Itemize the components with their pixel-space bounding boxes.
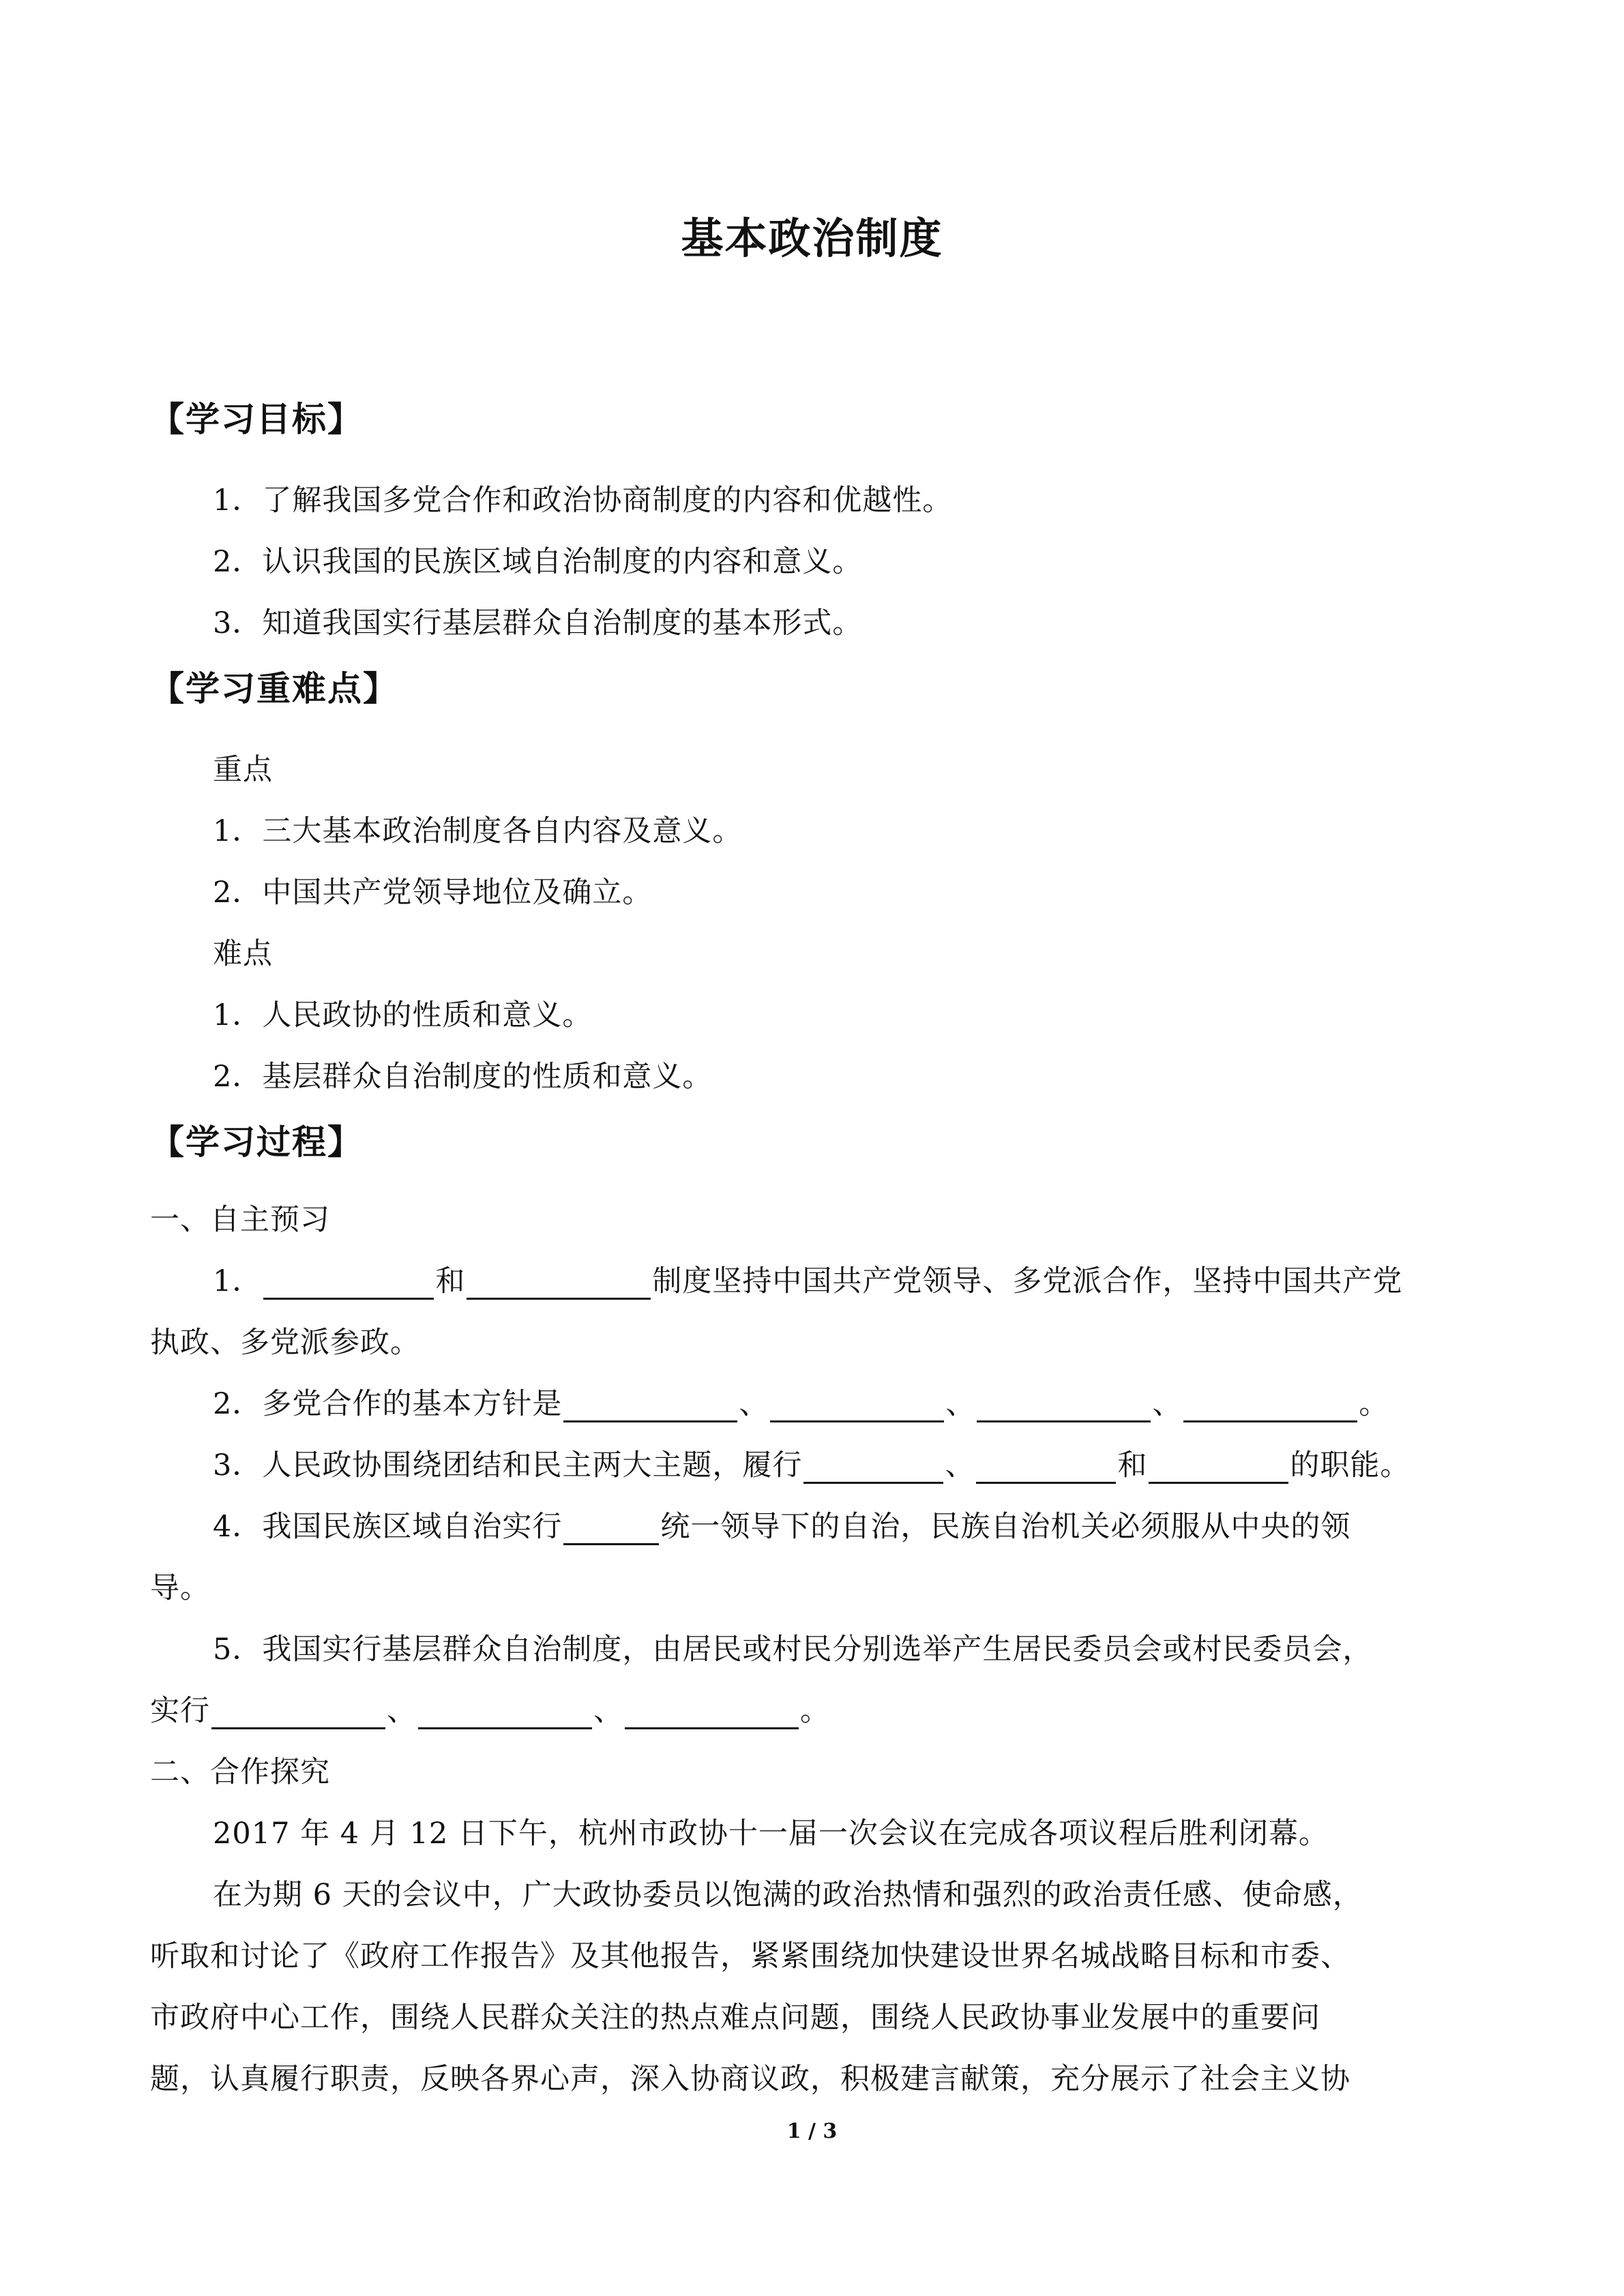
question-text: 制度坚持中国共产党领导、多党派合作，坚持中国共产党 (652, 1264, 1403, 1298)
goal-item: 3．知道我国实行基层群众自治制度的基本形式。 (213, 606, 863, 640)
separator: 、 (739, 1387, 769, 1421)
question-text: 实行 (150, 1694, 210, 1728)
question-1-continued: 执政、多党派参政。 (150, 1326, 420, 1360)
difficult-item: 2．基层群众自治制度的性质和意义。 (213, 1060, 713, 1094)
question-text: 统一领导下的自治，民族自治机关必须服从中央的领 (660, 1510, 1351, 1544)
fill-blank[interactable] (1149, 1450, 1288, 1484)
separator: 、 (945, 1387, 976, 1421)
fill-blank[interactable] (1183, 1389, 1357, 1422)
question-2 (213, 1381, 1389, 1422)
page-number: 1 / 3 (786, 2119, 838, 2143)
key-item: 1．三大基本政治制度各自内容及意义。 (213, 814, 743, 848)
question-4 (213, 1504, 1350, 1545)
question-3 (213, 1442, 1410, 1484)
separator: 、 (1152, 1387, 1183, 1421)
fill-blank[interactable] (467, 1266, 651, 1300)
key-item: 2．中国共产党领导地位及确立。 (213, 876, 653, 910)
separator: 、 (945, 1448, 975, 1482)
fill-blank[interactable] (770, 1389, 944, 1422)
passage-line: 在为期 6 天的会议中，广大政协委员以饱满的政治热情和强烈的政治责任感、使命感， (213, 1878, 1363, 1912)
question-text: 。 (1359, 1387, 1389, 1421)
key-label: 重点 (213, 753, 273, 787)
difficult-label: 难点 (213, 937, 273, 971)
separator: 、 (593, 1694, 623, 1728)
section-heading-keypoints: 【学习重难点】 (150, 669, 398, 709)
question-text: 的职能。 (1290, 1448, 1411, 1482)
document-title: 基本政治制度 (681, 213, 943, 263)
fill-blank[interactable] (418, 1696, 592, 1729)
fill-blank[interactable] (976, 1450, 1116, 1484)
passage-line: 题，认真履行职责，反映各界心声，深入协商议政，积极建言献策，充分展示了社会主义协 (150, 2062, 1350, 2096)
passage-line: 听取和讨论了《政府工作报告》及其他报告，紧紧围绕加快建设世界名城战略目标和市委、 (150, 1939, 1350, 1973)
separator: 、 (387, 1694, 417, 1728)
section-heading-process: 【学习过程】 (150, 1122, 363, 1162)
part1-label: 一、自主预习 (150, 1203, 330, 1237)
fill-blank[interactable] (563, 1512, 659, 1545)
fill-blank[interactable] (803, 1450, 943, 1484)
fill-blank[interactable] (563, 1389, 737, 1422)
part2-label: 二、合作探究 (150, 1755, 330, 1789)
fill-blank[interactable] (211, 1696, 385, 1729)
question-text: 3．人民政协围绕团结和民主两大主题，履行 (213, 1448, 803, 1482)
goal-item: 2．认识我国的民族区域自治制度的内容和意义。 (213, 545, 863, 579)
question-text: 2．多党合作的基本方针是 (213, 1387, 563, 1421)
question-text: 4．我国民族区域自治实行 (213, 1510, 563, 1544)
goal-item: 1．了解我国多党合作和政治协商制度的内容和优越性。 (213, 483, 953, 518)
question-text: 。 (800, 1694, 830, 1728)
question-5-continued (150, 1688, 830, 1729)
question-1 (213, 1258, 1402, 1300)
passage-line: 市政府中心工作，围绕人民群众关注的热点难点问题，围绕人民政协事业发展中的重要问 (150, 2001, 1320, 2035)
question-5: 5．我国实行基层群众自治制度，由居民或村民分别选举产生居民委员会或村民委员会， (213, 1632, 1373, 1667)
fill-blank[interactable] (977, 1389, 1151, 1422)
question-text: 和 (435, 1264, 466, 1298)
question-text: 和 (1117, 1448, 1148, 1482)
difficult-item: 1．人民政协的性质和意义。 (213, 998, 593, 1032)
fill-blank[interactable] (263, 1266, 434, 1300)
passage-line: 2017 年 4 月 12 日下午，杭州市政协十一届一次会议在完成各项议程后胜利闭幕。 (213, 1817, 1329, 1851)
question-4-continued: 导。 (150, 1571, 210, 1605)
question-number: 1． (213, 1264, 263, 1298)
section-heading-goals: 【学习目标】 (150, 400, 363, 439)
fill-blank[interactable] (625, 1696, 799, 1729)
